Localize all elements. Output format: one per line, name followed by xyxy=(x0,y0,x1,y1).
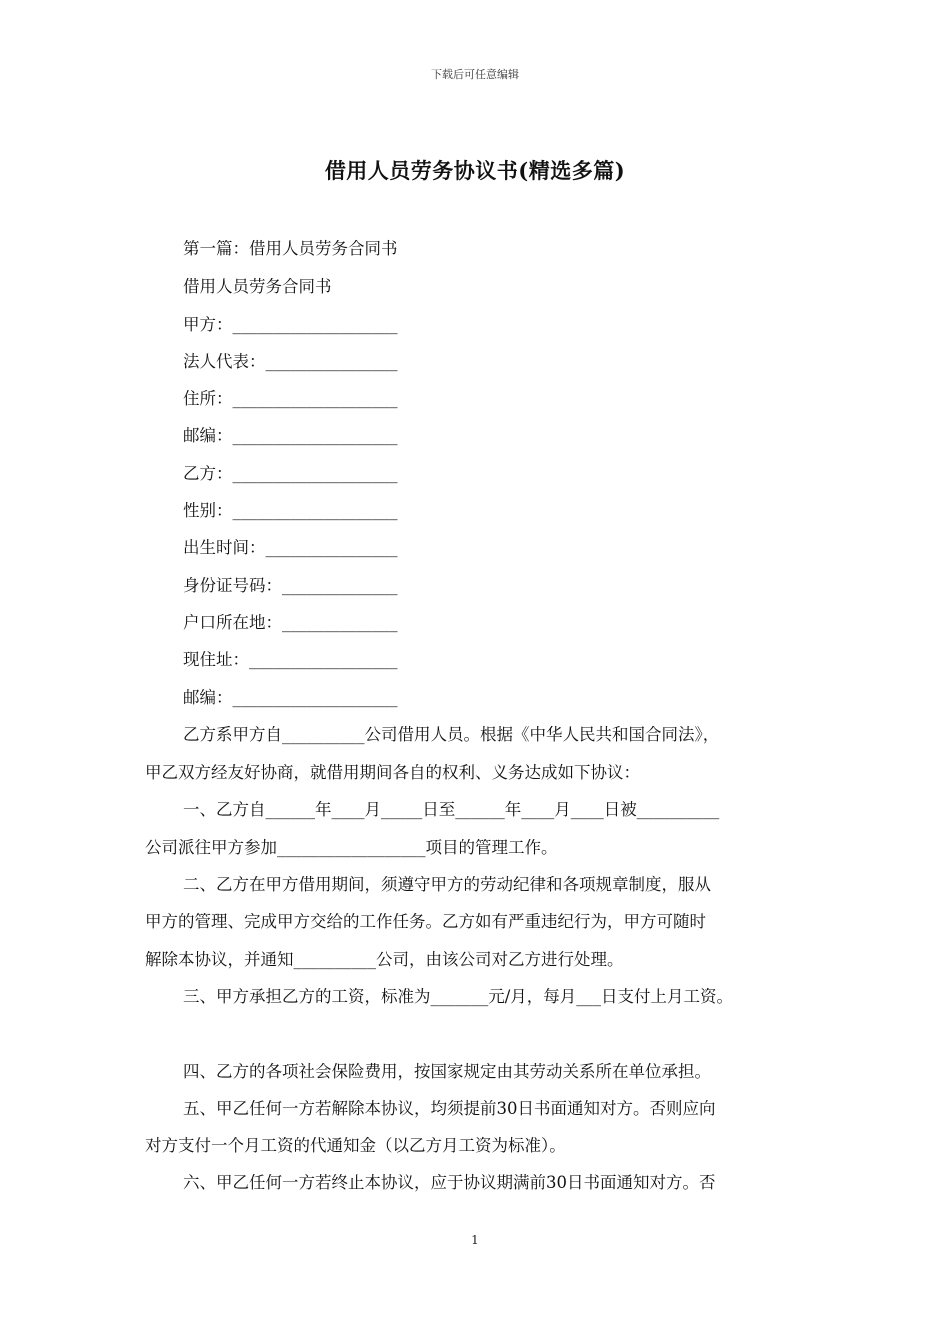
field-id-number: 身份证号码：______________ xyxy=(183,576,398,595)
field-current-address: 现住址：__________________ xyxy=(183,650,398,669)
field-postcode-a: 邮编：____________________ xyxy=(183,426,398,445)
paragraph-line: 三、甲方承担乙方的工资，标准为_______元/月，每月___日支付上月工资。 xyxy=(183,987,734,1006)
field-birth-date: 出生时间：________________ xyxy=(183,538,398,557)
paragraph-line: 对方支付一个月工资的代通知金（以乙方月工资为标准）。 xyxy=(145,1136,566,1155)
contract-subtitle: 借用人员劳务合同书 xyxy=(183,277,332,296)
page-number: 1 xyxy=(471,1233,479,1247)
paragraph-line: 四、乙方的各项社会保险费用，按国家规定由其劳动关系所在单位承担。 xyxy=(183,1062,711,1081)
document-title: 借用人员劳务协议书(精选多篇) xyxy=(324,158,626,183)
paragraph-line: 甲方的管理、完成甲方交给的工作任务。乙方如有严重违纪行为，甲方可随时 xyxy=(145,912,706,931)
field-gender: 性别：____________________ xyxy=(183,501,398,520)
section-heading: 第一篇：借用人员劳务合同书 xyxy=(183,239,398,258)
field-party-a: 甲方：____________________ xyxy=(183,315,398,334)
field-legal-rep: 法人代表：________________ xyxy=(183,352,398,371)
paragraph-line: 五、甲乙任何一方若解除本协议，均须提前30日书面通知对方。否则应向 xyxy=(183,1099,716,1118)
paragraph-line: 二、乙方在甲方借用期间，须遵守甲方的劳动纪律和各项规章制度，服从 xyxy=(183,875,711,894)
paragraph-line: 公司派往甲方参加__________________项目的管理工作。 xyxy=(145,838,558,857)
paragraph-line: 解除本协议，并通知__________公司，由该公司对乙方进行处理。 xyxy=(145,950,624,969)
paragraph-line: 一、乙方自______年____月_____日至______年____月____日被__________ xyxy=(183,800,720,819)
paragraph-line: 甲乙双方经友好协商，就借用期间各自的权利、义务达成如下协议： xyxy=(145,763,640,782)
field-postcode-b: 邮编：____________________ xyxy=(183,688,398,707)
field-party-b: 乙方：____________________ xyxy=(183,464,398,483)
field-address-a: 住所：____________________ xyxy=(183,389,398,408)
paragraph-line: 乙方系甲方自__________公司借用人员。根据《中华人民共和国合同法》， xyxy=(183,725,720,744)
paragraph-line: 六、甲乙任何一方若终止本协议，应于协议期满前30日书面通知对方。否 xyxy=(183,1173,716,1192)
page-header-note: 下载后可任意编辑 xyxy=(431,68,519,81)
field-household: 户口所在地：______________ xyxy=(183,613,398,632)
